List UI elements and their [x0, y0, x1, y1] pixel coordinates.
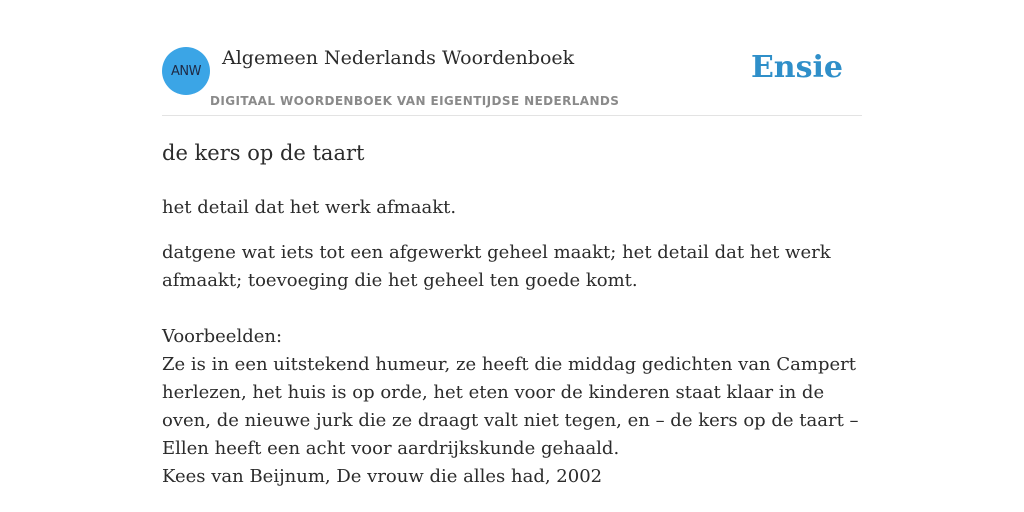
- header-divider: [162, 115, 862, 116]
- anw-logo[interactable]: [162, 47, 210, 95]
- example-text: Ze is in een uitstekend humeur, ze heeft die middag gedichten van Campert herlezen, het huis is op orde, het eten voor de kinderen staat klaar in de oven, de nieuwe jurk die ze draagt valt niet tegen, en – de kers op de taart – Ellen heeft een acht voor aardrijkskunde gehaald.: [162, 354, 859, 459]
- ensie-brand-logo[interactable]: Ensie: [750, 50, 843, 85]
- paragraph-gap: [162, 295, 862, 323]
- entry-short-definition: het detail dat het werk afmaakt.: [162, 197, 457, 218]
- entry-headword: de kers op de taart: [162, 141, 365, 165]
- page-container: [162, 0, 862, 512]
- entry-long-definition: datgene wat iets tot een afgewerkt geheel maakt; het detail dat het werk afmaakt; toevoeging die het geheel ten goede komt.: [162, 242, 831, 291]
- examples-label: Voorbeelden:: [162, 326, 283, 347]
- site-title[interactable]: Algemeen Nederlands Woordenboek: [222, 47, 575, 69]
- entry-body: [162, 239, 862, 491]
- site-subtitle: DIGITAAL WOORDENBOEK VAN EIGENTIJDSE NEDERLANDS: [210, 94, 620, 108]
- logo-text: ANW: [171, 63, 201, 79]
- example-source: Kees van Beijnum, De vrouw die alles had, 2002: [162, 466, 603, 487]
